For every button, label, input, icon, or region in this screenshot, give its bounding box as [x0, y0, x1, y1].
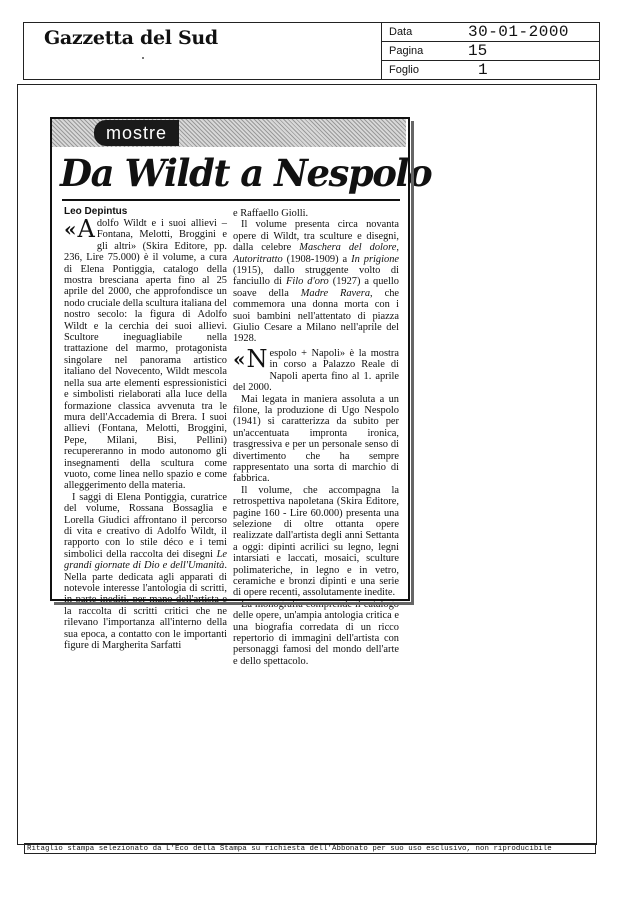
paragraph: [233, 394, 399, 485]
section-label: mostre: [94, 120, 179, 146]
drop-cap: N: [246, 344, 268, 373]
footer-notice: Ritaglio stampa selezionato da L'Eco della Stampa su richiesta dell'Abbonato per suo uso esclusivo, non riproducibile: [24, 843, 596, 854]
page-label: Pagina: [389, 45, 424, 57]
paragraph-text: Mai legata in maniera assoluta a un filone, la produzione di Ugo Nespolo (1941) si caratterizza da subito per un'accentuata impronta ironica, trasgressiva e per un personale senso di divertimento che ha sempre rappresentato una sorta di marchio di fabbrica.: [233, 393, 399, 485]
paragraph-text: e Raffaello Giolli.: [233, 208, 309, 219]
paragraph-text: (1927) a quello soave della: [233, 276, 399, 299]
artwork-title: Filo d'oro: [285, 276, 329, 288]
sheet-row: [382, 61, 599, 79]
paragraph-text: Il volume, che accompagna la retrospettiva napoletana (Skira Editore, pagine 160 - Lire 60.000) presenta una selezione di oltre ottanta opere realizzate dall'artista degli anni Settanta a oggi: dipinti acrilici su legno, legni intarsiati e laccati, mosaici, sculture polimateriche, in legno e in vetro, ceramiche e bronzi dipinti e una serie di opere recenti, assolutamente inedite.: [233, 484, 399, 599]
paragraph: [233, 485, 399, 599]
headline-rule: [62, 199, 400, 201]
clipping-header: [23, 22, 600, 80]
paragraph: [64, 492, 227, 652]
paragraph: [233, 344, 399, 394]
column-1: [64, 215, 228, 652]
byline: Leo Depintus: [64, 206, 128, 217]
artwork-title: Autoritratto: [233, 253, 283, 265]
paragraph-text: I saggi di Elena Pontiggia, curatrice del volume, Rossana Bossaglia e Lorella Giudici affrontano il percorso di vita e creativo di Adolfo Wildt, il rapporto con lo stile déco e i temi simbolici della raccolta dei disegni: [64, 491, 227, 560]
paragraph-text: espolo + Napoli» è la mostra in corso a Palazzo Reale di Napoli aperta fino al 1. aprile del 2000.: [233, 347, 399, 394]
date-row: [382, 23, 599, 42]
sheet-value: 1: [478, 61, 488, 79]
publication-cell: [24, 23, 382, 79]
artwork-title: Madre Ravera: [300, 287, 371, 299]
artwork-title: Le grandi giornate di Dio e dell'Umanità: [64, 548, 227, 572]
paragraph: [233, 219, 399, 344]
drop-quote: «: [233, 346, 246, 371]
publication-name: Gazzetta del Sud: [44, 27, 218, 49]
paragraph-text: ,: [396, 242, 399, 254]
artwork-title: Maschera del dolore: [299, 242, 397, 254]
paragraph-text: Il volume presenta circa novanta opere di Wildt, tra sculture e disegni, dalla celebre: [233, 219, 399, 254]
paragraph-text: (1915), dallo struggente volto di fanciullo di: [233, 265, 399, 288]
paragraph: [233, 599, 399, 667]
paragraph-text: . Nella parte dedicata agli apparati di notevole interesse l'antologia di scritti, in parte inediti, per mano dell'artista e la raccolta di scritti critici che ne rilevano l'importanza all'interno della sua epoca, a contatto con le importanti figure di Margherita Sarfatti: [64, 560, 227, 652]
page-value: 15: [468, 42, 488, 60]
paragraph: [64, 215, 228, 492]
drop-quote: «: [64, 217, 77, 241]
date-label: Data: [389, 26, 413, 38]
headline: Da Wildt a Nespolo: [60, 151, 432, 195]
drop-cap: A: [77, 215, 95, 243]
article-box: [50, 117, 432, 667]
paragraph: [233, 208, 399, 219]
artwork-title: In prigione: [351, 253, 399, 265]
speck: [142, 57, 144, 59]
paragraph-text: dolfo Wildt e i suoi allievi – Fontana, Melotti, Broggini e gli altri» (Skira Editore, pp. 236, Lire 75.000) è il volume, a cura di Elena Pontiggia, catalogo della mostra bresciana aperta fino al 25 aprile del 2000, che approfondisce un nodo cruciale della scultura italiana del nostro secolo: la figura di Adolfo Wildt e la cerchia dei suoi allievi. Scultore ineguagliabile nella trattazione del marmo, protagonista singolare nel panorama artistico italiano del Novecento, Wildt mescola nella sua arte elementi espressionistici e simbolisti rielaborati alla luce della formazione classica avvenuta tra le mura dell'Accademia di Brera. I suoi allievi (Fontana, Melotti, Broggini, Pepe, Milani, Bisi, Pellini) recupereranno in modo autonomo gli insegnamenti della scultura come vuoto, come linea nello spazio e come alleggerimento della materia.: [64, 218, 228, 492]
column-2: [233, 208, 399, 667]
section-bar: [52, 119, 406, 147]
paragraph-text: (1908-1909) a: [282, 253, 352, 265]
paragraph-text: , che commemora una donna morta con i suoi bambini nell'attentato di piazza Giulio Cesare a Milano nell'aprile del 1928.: [233, 287, 399, 345]
paragraph-text: La monografia comprende il catalogo delle opere, un'ampia antologia critica e una biografia corredata di un ricco repertorio di immagini dell'artista con personaggi famosi del mondo dell'arte e dello spettacolo.: [233, 598, 399, 667]
page-row: [382, 42, 599, 61]
date-value: 30-01-2000: [468, 23, 570, 41]
sheet-label: Foglio: [389, 64, 419, 76]
